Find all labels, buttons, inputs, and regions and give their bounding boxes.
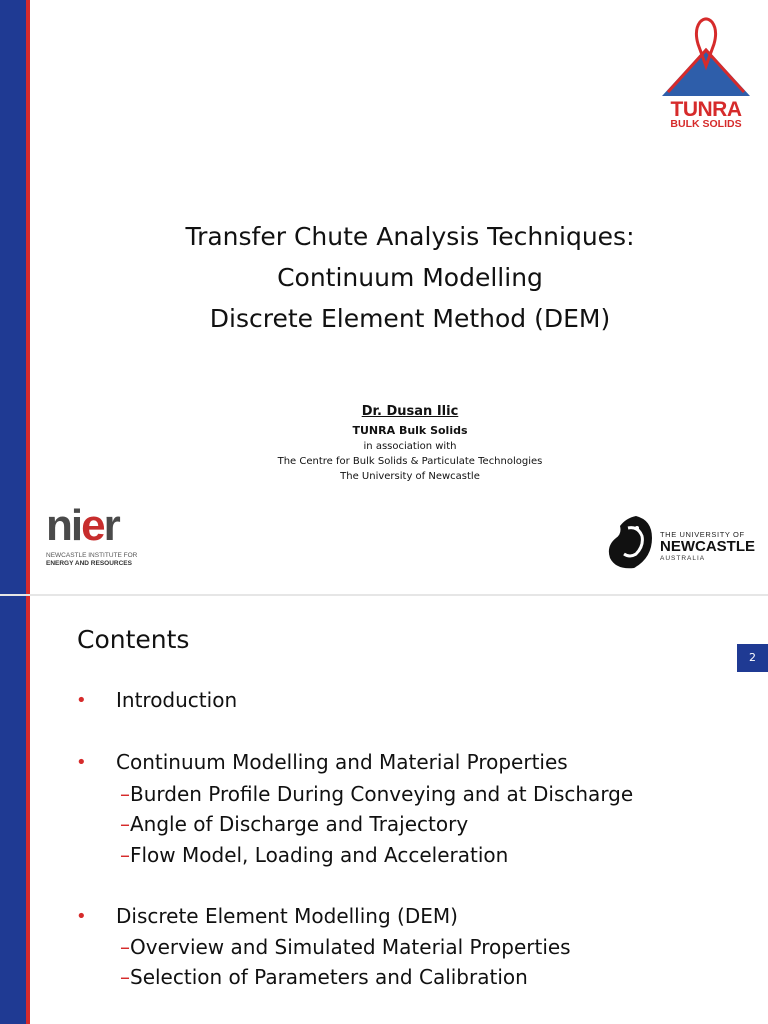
toc-subitem-label: Selection of Parameters and Calibration [130, 965, 528, 989]
toc-subitem [120, 809, 468, 840]
title-line-1: Transfer Chute Analysis Techniques: [185, 222, 635, 251]
left-blue-bar [0, 0, 26, 595]
tunra-logo-name: TUNRA [670, 98, 742, 121]
bullet-icon: • [76, 690, 87, 711]
bullet-icon: • [76, 752, 87, 773]
left-blue-bar [0, 596, 26, 1024]
dash-icon: – [120, 965, 130, 989]
newcastle-university-logo [606, 512, 756, 572]
left-red-stripe [26, 596, 30, 1024]
tunra-emblem-icon [660, 14, 752, 100]
author-name: Dr. Dusan Ilic [361, 404, 459, 419]
dash-icon: – [120, 782, 130, 806]
toc-subitem-label: Overview and Simulated Material Properties [130, 935, 571, 959]
author-info [60, 402, 760, 484]
title-line-2: Continuum Modelling [277, 263, 543, 292]
toc-subitem-label: Angle of Discharge and Trajectory [130, 812, 469, 836]
toc-subitem-label: Burden Profile During Conveying and at Discharge [130, 782, 634, 806]
association-text: in association with [363, 441, 457, 452]
tunra-logo [660, 14, 752, 132]
toc-subitem [120, 840, 508, 871]
centre-name: The Centre for Bulk Solids & Particulate Technologies [277, 456, 543, 467]
contents-heading: Contents [77, 625, 190, 654]
toc-subitem [120, 932, 571, 963]
nier-logo [46, 501, 156, 572]
newcastle-logo-line-3: AUSTRALIA [660, 555, 706, 562]
toc-item-label: Introduction [116, 688, 238, 712]
toc-subitem-label: Flow Model, Loading and Acceleration [130, 843, 509, 867]
dash-icon: – [120, 935, 130, 959]
toc-subitem [120, 962, 528, 993]
dash-icon: – [120, 843, 130, 867]
toc-subitem [120, 779, 633, 810]
author-organisation: TUNRA Bulk Solids [352, 424, 468, 437]
dash-icon: – [120, 812, 130, 836]
page-number-badge: 2 [737, 644, 768, 672]
left-red-stripe [26, 0, 30, 595]
presentation-title [60, 216, 760, 339]
university-name: The University of Newcastle [340, 471, 480, 482]
title-line-3: Discrete Element Method (DEM) [209, 304, 611, 333]
nier-wordmark: nier [46, 501, 119, 550]
contents-slide [0, 596, 768, 1024]
nier-logo-line-1: NEWCASTLE INSTITUTE FOR [46, 552, 138, 559]
tunra-logo-subtitle: BULK SOLIDS [670, 118, 742, 130]
newcastle-logo-line-1: THE UNIVERSITY OF [660, 530, 745, 539]
bullet-icon: • [76, 906, 87, 927]
newcastle-logo-line-2: NEWCASTLE [660, 538, 755, 555]
toc-item-label: Continuum Modelling and Material Properties [116, 750, 568, 774]
toc-item-label: Discrete Element Modelling (DEM) [116, 904, 458, 928]
seahorse-emblem-icon [606, 514, 656, 570]
nier-logo-line-2: ENERGY AND RESOURCES [46, 560, 132, 567]
